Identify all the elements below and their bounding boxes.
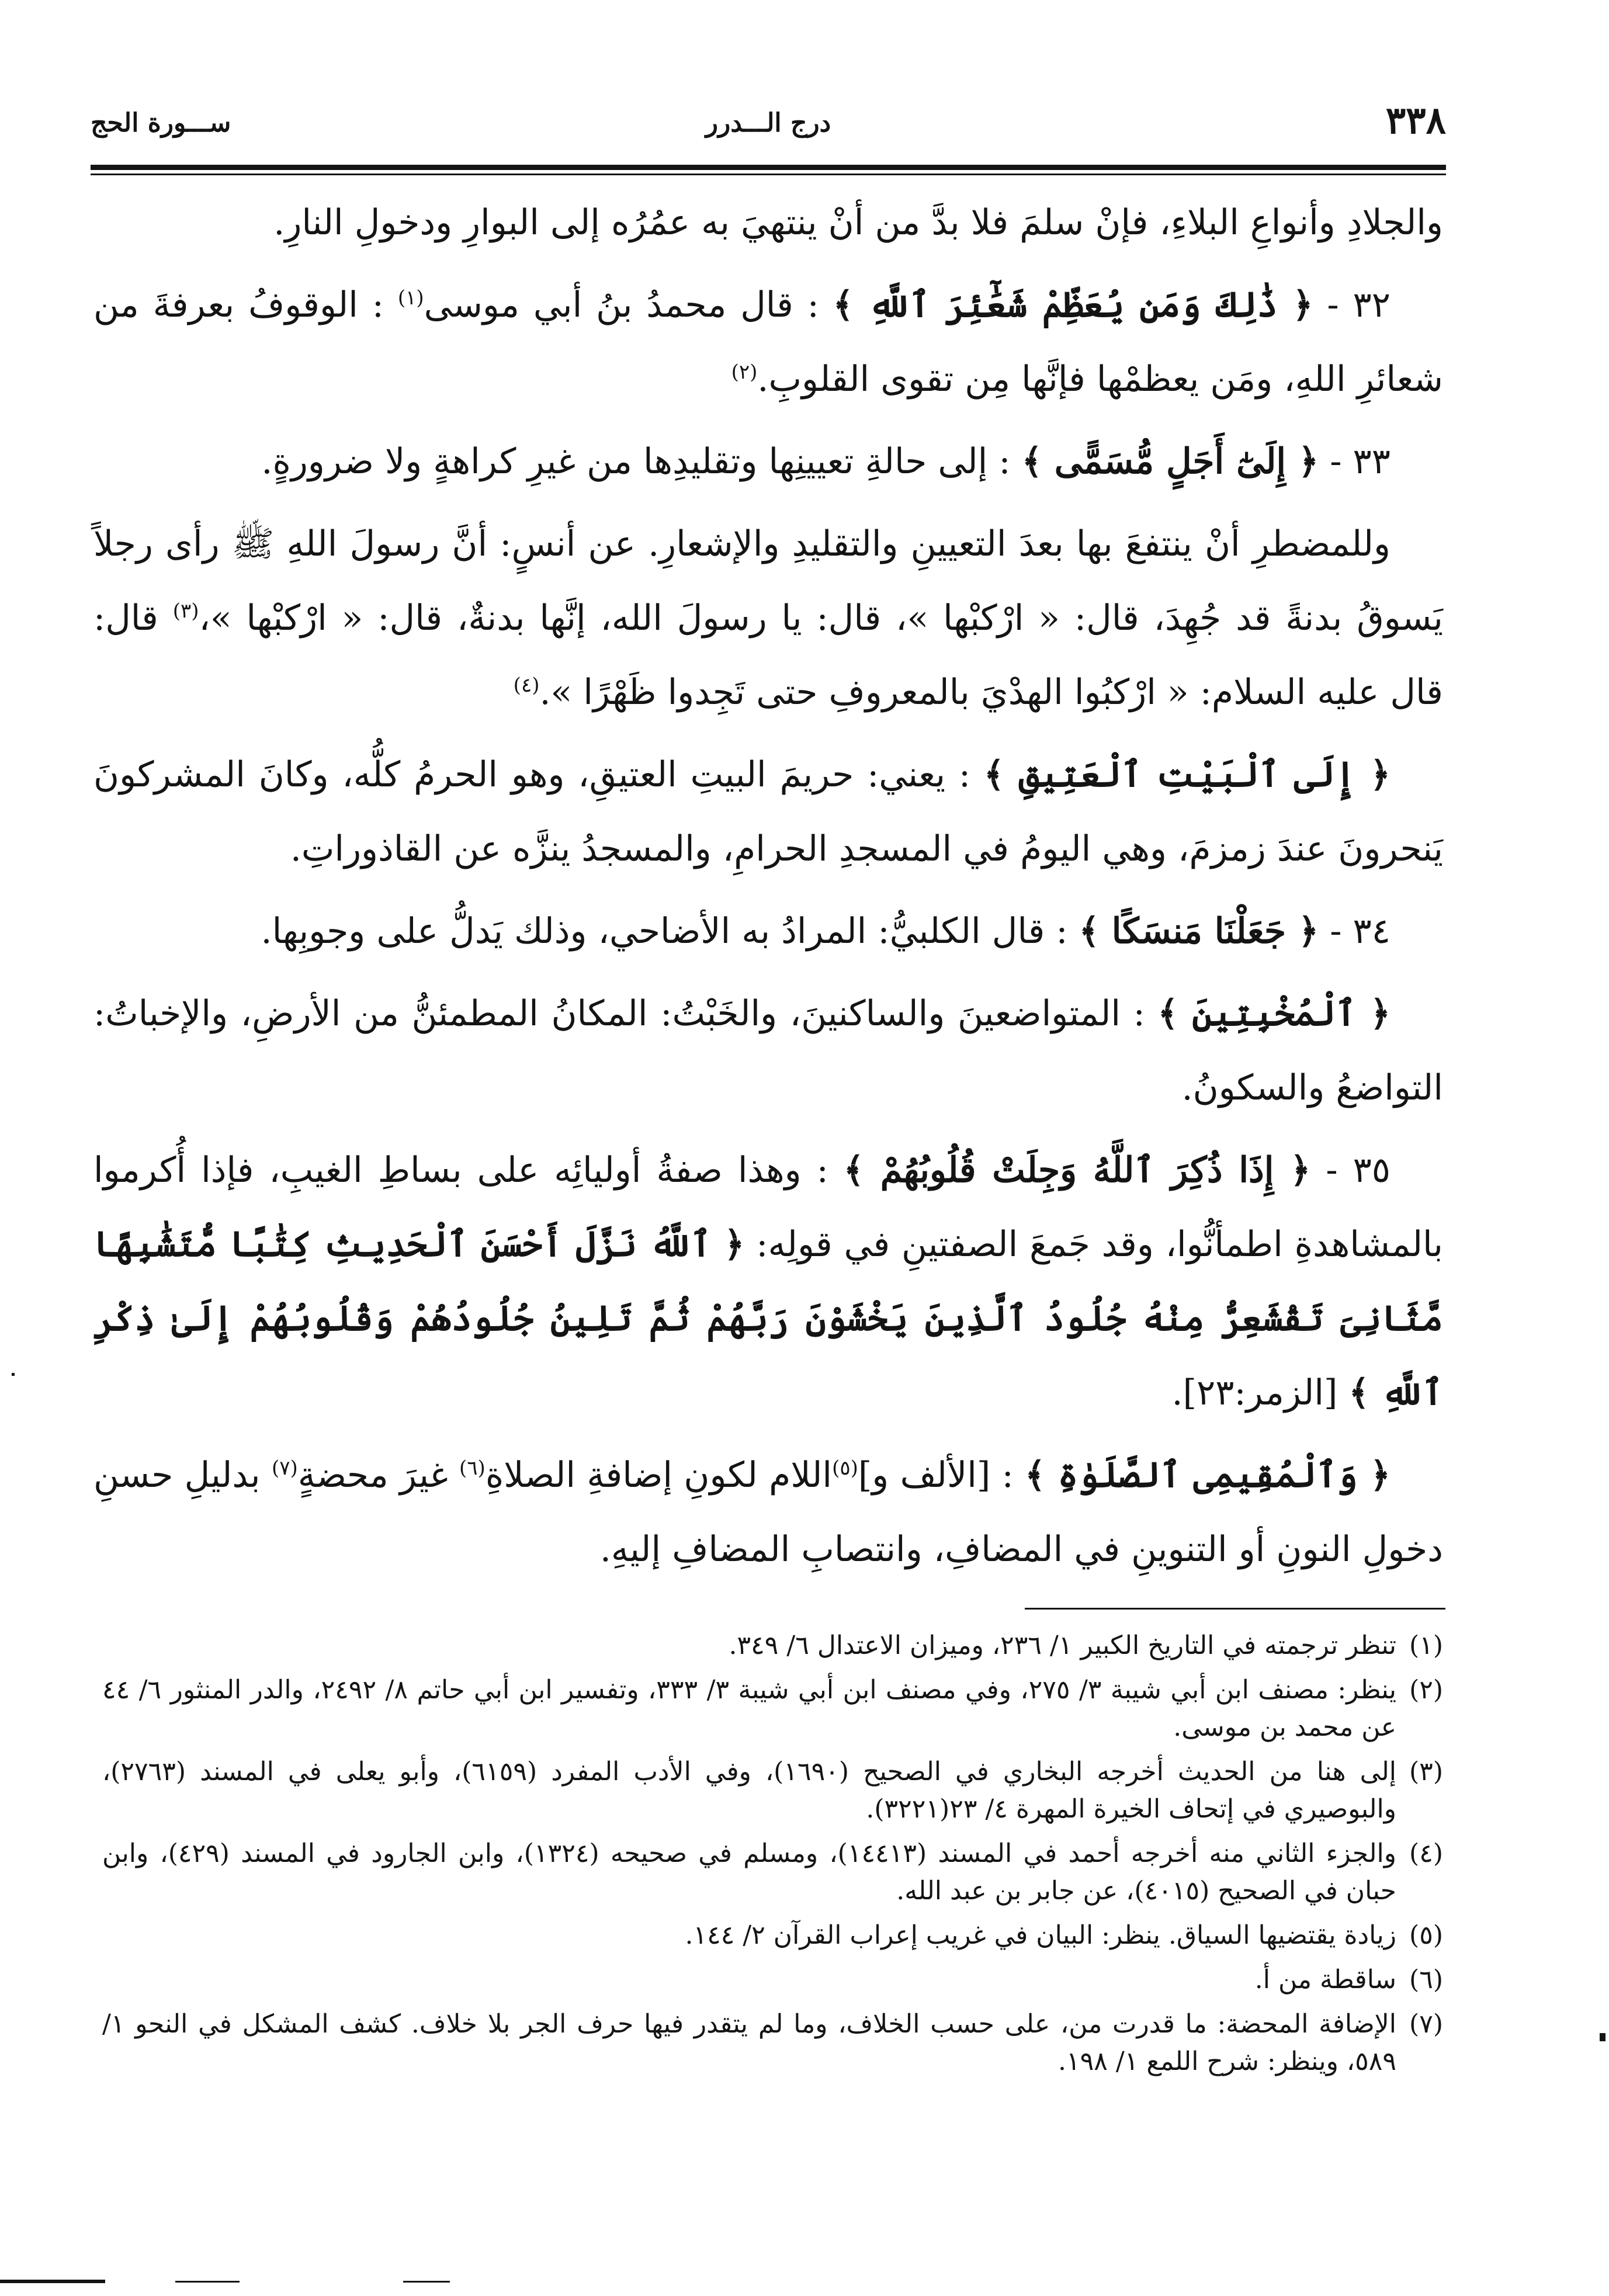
- footnote-ref: (٦): [459, 1456, 486, 1480]
- verse-number: ٣٥ -: [1326, 1150, 1391, 1191]
- footnote-ref: (١): [397, 286, 424, 310]
- footnote-ref: (٧): [271, 1456, 298, 1480]
- quran-quote: ﴿ ذَٰلِكَ وَمَن يُعَظِّمْ شَعَٰٓئِرَ ٱللَّهِ ﴾: [833, 285, 1313, 325]
- footnote-number: (٦): [1409, 1965, 1443, 1995]
- scan-artifact-line: [0, 2280, 105, 2283]
- main-text: [93, 186, 1443, 1595]
- footnote-number: (١): [1409, 1631, 1443, 1660]
- paragraph-hadith: [93, 507, 1443, 730]
- scan-artifact-mark: [1600, 2033, 1605, 2041]
- footnote-text: ساقطة من أ.: [1254, 1965, 1396, 1995]
- commentary-text: : يعني: حريمَ البيتِ العتيقِ، وهو الحرمُ كلُّه، وكانَ المشركونَ يَنحرونَ عندَ زمزمَ، وهي اليومُ في المسجدِ الحرامِ، والمسجدُ ينزَّه عن القاذوراتِ.: [93, 754, 1443, 869]
- commentary-text: : قال محمدُ بنُ أبي موسى: [424, 285, 819, 325]
- paragraph: [93, 186, 1443, 260]
- footnote: [102, 1961, 1443, 1999]
- commentary-text: : وهذا صفةُ أوليائِه على بساطِ الغيبِ، فإذا أُكرموا بالمشاهدةِ اطمأنُّوا، وقد جَمعَ الصفتينِ في قولِه:: [93, 1150, 1443, 1265]
- paragraph-verse-33: [93, 425, 1443, 499]
- paragraph-mukhbitin: [93, 977, 1443, 1125]
- commentary-text: : [الألف و]: [858, 1455, 1014, 1496]
- footnote-ref: (٢): [731, 360, 758, 384]
- paragraph-verse-34: [93, 894, 1443, 969]
- commentary-text: اللام لكونِ إضافةِ الصلاةِ: [485, 1455, 833, 1496]
- quran-quote: ﴿ وَٱلْمُقِيمِى ٱلصَّلَوٰةِ ﴾: [1025, 1455, 1390, 1496]
- scan-artifact-line: [175, 2281, 240, 2283]
- surah-title: ســـورة الحج: [91, 108, 231, 138]
- paragraph-text: والجلادِ وأنواعِ البلاءِ، فإنْ سلمَ فلا بدَّ من أنْ ينتهيَ به عمُرُه إلى البوارِ ودخولِ النارِ.: [273, 202, 1443, 243]
- verse-number: ٣٢ -: [1327, 285, 1390, 325]
- quran-quote: ﴿ جَعَلْنَا مَنسَكًا ﴾: [1079, 911, 1319, 952]
- commentary-text: غيرَ محضةٍ: [297, 1455, 448, 1496]
- quran-quote: ﴿ إِلَىٰٓ أَجَلٍ مُّسَمًّى ﴾: [1021, 441, 1319, 482]
- footnote-text: الإضافة المحضة: ما قدرت من، على حسب الخلاف، وما لم يتقدر فيها حرف الجر بلا خلاف. كشف المشكل في النحو ١/ ٥٨٩، وينظر: شرح اللمع ١/ ١٩٨.: [102, 2009, 1396, 2076]
- footnote: [102, 1917, 1443, 1954]
- paragraph-bayt-atiq: [93, 738, 1443, 886]
- verse-number: ٣٤ -: [1330, 911, 1390, 952]
- footnote-text: والجزء الثاني منه أخرجه أحمد في المسند (١٤٤١٣)، ومسلم في صحيحه (١٣٢٤)، وابن الجارود في المسند (٤٢٩)، وابن حبان في الصحيح (٤٠١٥)، عن جابر بن عبد الله.: [102, 1839, 1397, 1906]
- commentary-text: وللمضطرِ أنْ ينتفعَ بها بعدَ التعيينِ والتقليدِ والإشعارِ. عن أنسٍ: أنَّ رسولَ اللهِ ﷺ رأى رجلاً يَسوقُ بدنةً قد جُهِدَ، قال: « ارْكبْها »، قال: يا رسولَ الله، إنَّها بدنةٌ، قال: « ارْكبْها »،: [93, 523, 1443, 639]
- scan-artifact-line: [403, 2281, 450, 2283]
- quran-quote: ﴿ إِذَا ذُكِرَ ٱللَّهُ وَجِلَتْ قُلُوبُهُمْ ﴾: [843, 1150, 1311, 1191]
- footnote-text: تنظر ترجمته في التاريخ الكبير ١/ ٢٣٦، وميزان الاعتدال ٦/ ٣٤٩.: [729, 1631, 1396, 1660]
- commentary-text: : إلى حالةِ تعيينِها وتقليدِها من غيرِ كراهةٍ ولا ضرورةٍ.: [261, 441, 1011, 482]
- footnote: [102, 1671, 1443, 1746]
- quran-quote: ﴿ ٱلْمُخْبِتِينَ ﴾: [1157, 993, 1390, 1034]
- quran-quote: ﴿ ٱللَّهُ نَزَّلَ أَحْسَنَ ٱلْحَدِيثِ كِتَٰبًا مُّتَشَٰبِهًا مَّثَانِىَ تَقْشَعِرُّ مِنْهُ جُلُودُ ٱلَّذِينَ يَخْشَوْنَ رَبَّهُمْ ثُمَّ تَلِينُ جُلُودُهُمْ وَقُلُوبُهُمْ إِلَىٰ ذِكْرِ ٱللَّهِ ﴾: [93, 1224, 1443, 1413]
- footnote-number: (٢): [1409, 1675, 1444, 1705]
- footnote-number: (٣): [1409, 1757, 1443, 1787]
- footnote-number: (٤): [1409, 1839, 1444, 1868]
- footnote-ref: (٣): [172, 599, 199, 623]
- paragraph-muqimi-salat: [93, 1438, 1443, 1587]
- footnote: [102, 1753, 1443, 1828]
- paragraph-verse-32: [93, 268, 1443, 417]
- footnote-separator: [1025, 1608, 1445, 1610]
- footnote-ref: (٤): [513, 674, 540, 697]
- commentary-text: قال: قال عليه السلام: « ارْكبُوا الهدْيَ بالمعروفِ حتى تَجِدوا ظَهْرًا ».: [93, 598, 1443, 713]
- commentary-text: بدليلِ حسنِ دخولِ النونِ أو التنوينِ في المضافِ، وانتصابِ المضافِ إليهِ.: [93, 1455, 1443, 1570]
- paragraph-verse-35: [93, 1133, 1443, 1430]
- footnote: [102, 1627, 1443, 1664]
- footnote-text: إلى هنا من الحديث أخرجه البخاري في الصحيح (١٦٩٠)، وفي الأدب المفرد (٦١٥٩)، وأبو يعلى في المسند (٢٧٦٣)، والبوصيري في إتحاف الخيرة المهرة ٤/ ٢٣(٣٢٢١).: [102, 1757, 1396, 1824]
- surah-reference: [الزمر:٢٣].: [1171, 1372, 1338, 1413]
- commentary-text: : الوقوفُ بعرفةَ من شعائرِ اللهِ، ومَن يعظمْها فإنَّها مِن تقوى القلوبِ.: [93, 285, 1443, 400]
- commentary-text: : قال الكلبيُّ: المرادُ به الأضاحي، وذلك يَدلُّ على وجوبِها.: [261, 911, 1068, 952]
- page-number: ٣٣٨: [1385, 99, 1446, 143]
- verse-number: ٣٣ -: [1330, 441, 1390, 482]
- footnote-number: (٧): [1409, 2009, 1443, 2039]
- book-title: درج الـــدرر: [705, 108, 831, 138]
- quran-quote: ﴿ إِلَى ٱلْبَيْتِ ٱلْعَتِيقِ ﴾: [983, 754, 1391, 795]
- scan-artifact-mark: [12, 1373, 15, 1376]
- footnote-number: (٥): [1409, 1920, 1443, 1950]
- footnote-text: ينظر: مصنف ابن أبي شيبة ٣/ ٢٧٥، وفي مصنف ابن أبي شيبة ٣/ ٣٣٣، وتفسير ابن أبي حاتم ٨/ ٢٤٩٢، والدر المنثور ٦/ ٤٤ عن محمد بن موسى.: [102, 1675, 1397, 1742]
- footnote: [102, 2006, 1443, 2080]
- header-rule-thin: [91, 174, 1446, 175]
- footnote-text: زيادة يقتضيها السياق. ينظر: البيان في غريب إعراب القرآن ٢/ ١٤٤.: [685, 1920, 1396, 1950]
- footnote-ref: (٥): [832, 1456, 858, 1480]
- running-header: [91, 99, 1446, 161]
- footnotes: [102, 1627, 1443, 2087]
- header-rule-thick: [91, 165, 1446, 170]
- footnote: [102, 1835, 1443, 1910]
- commentary-text: : المتواضعينَ والساكنينَ، والخَبْتُ: المكانُ المطمئنُّ من الأرضِ، والإخباتُ: التواضعُ والسكونُ.: [93, 993, 1443, 1108]
